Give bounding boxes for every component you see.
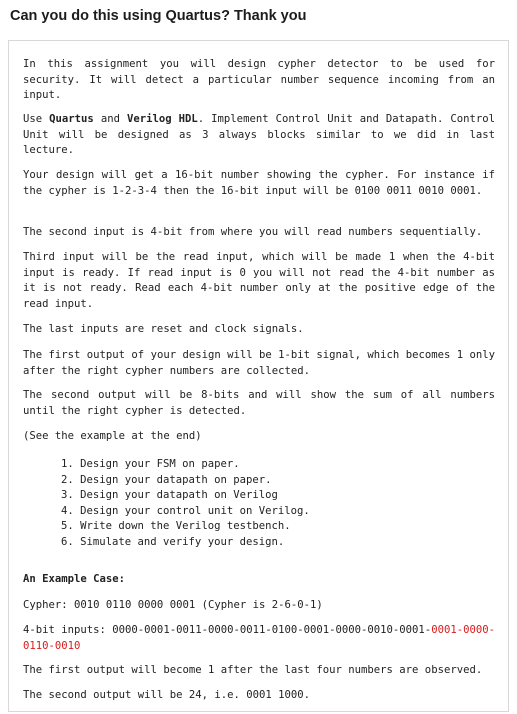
list-item: 1. Design your FSM on paper. <box>61 458 240 470</box>
intro-paragraph: In this assignment you will design cypher detector to be used for security. It will detect a particular number sequence incoming from an input. <box>23 58 495 101</box>
list-item: 5. Write down the Verilog testbench. <box>61 520 291 532</box>
highlighted-input-sequence-end: 0000-0110-0010 <box>23 624 495 652</box>
second-output-paragraph: The second output will be 8-bits and will show the sum of all numbers until the right cypher is detected. <box>23 389 495 417</box>
example-second-output-line: The second output will be 24, i.e. 0001 1000. <box>23 689 311 701</box>
list-item: 3. Design your datapath on Verilog <box>61 489 278 501</box>
example-first-output-line: The first output will become 1 after the last four numbers are observed. <box>23 664 483 676</box>
example-inputs-line: 4-bit inputs: 0000-0001-0011-0000-0011-0100-0001-0000-0010-0001-0001-0000-0110-0010 <box>23 624 495 652</box>
question-title: Can you do this using Quartus? Thank you <box>10 8 307 24</box>
third-input-paragraph: Third input will be the read input, which will be made 1 when the 4-bit input is ready. If read input is 0 you will not read the 4-bit number as it is not ready. Read each 4-bit number only at the positive edge of the read input. <box>23 251 495 310</box>
example-heading: An Example Case: <box>23 573 126 585</box>
quartus-keyword: Quartus <box>49 113 94 125</box>
list-item: 4. Design your control unit on Verilog. <box>61 504 310 517</box>
see-example-note: (See the example at the end) <box>23 430 202 442</box>
highlighted-input-sequence: 0001- <box>431 624 464 636</box>
first-output-paragraph: The first output of your design will be 1-bit signal, which becomes 1 only after the right cypher numbers are collected. <box>23 349 495 377</box>
second-input-paragraph: The second input is 4-bit from where you will read numbers sequentially. <box>23 226 483 238</box>
example-cypher-line: Cypher: 0010 0110 0000 0001 (Cypher is 2-6-0-1) <box>23 599 323 611</box>
cypher-input-paragraph: Your design will get a 16-bit number showing the cypher. For instance if the cypher is 1-2-3-4 then the 16-bit input will be 0100 0011 0010 0001. <box>23 169 495 197</box>
tools-paragraph: Use Quartus and Verilog HDL. Implement Control Unit and Datapath. Control Unit will be designed as 3 always blocks similar to we did in last lecture. <box>23 113 495 156</box>
list-item: 2. Design your datapath on paper. <box>61 473 272 486</box>
assignment-document <box>8 40 509 712</box>
steps-list <box>61 457 310 550</box>
last-inputs-paragraph: The last inputs are reset and clock signals. <box>23 323 304 335</box>
list-item: 6. Simulate and verify your design. <box>61 535 285 548</box>
verilog-keyword: Verilog HDL <box>126 113 198 125</box>
